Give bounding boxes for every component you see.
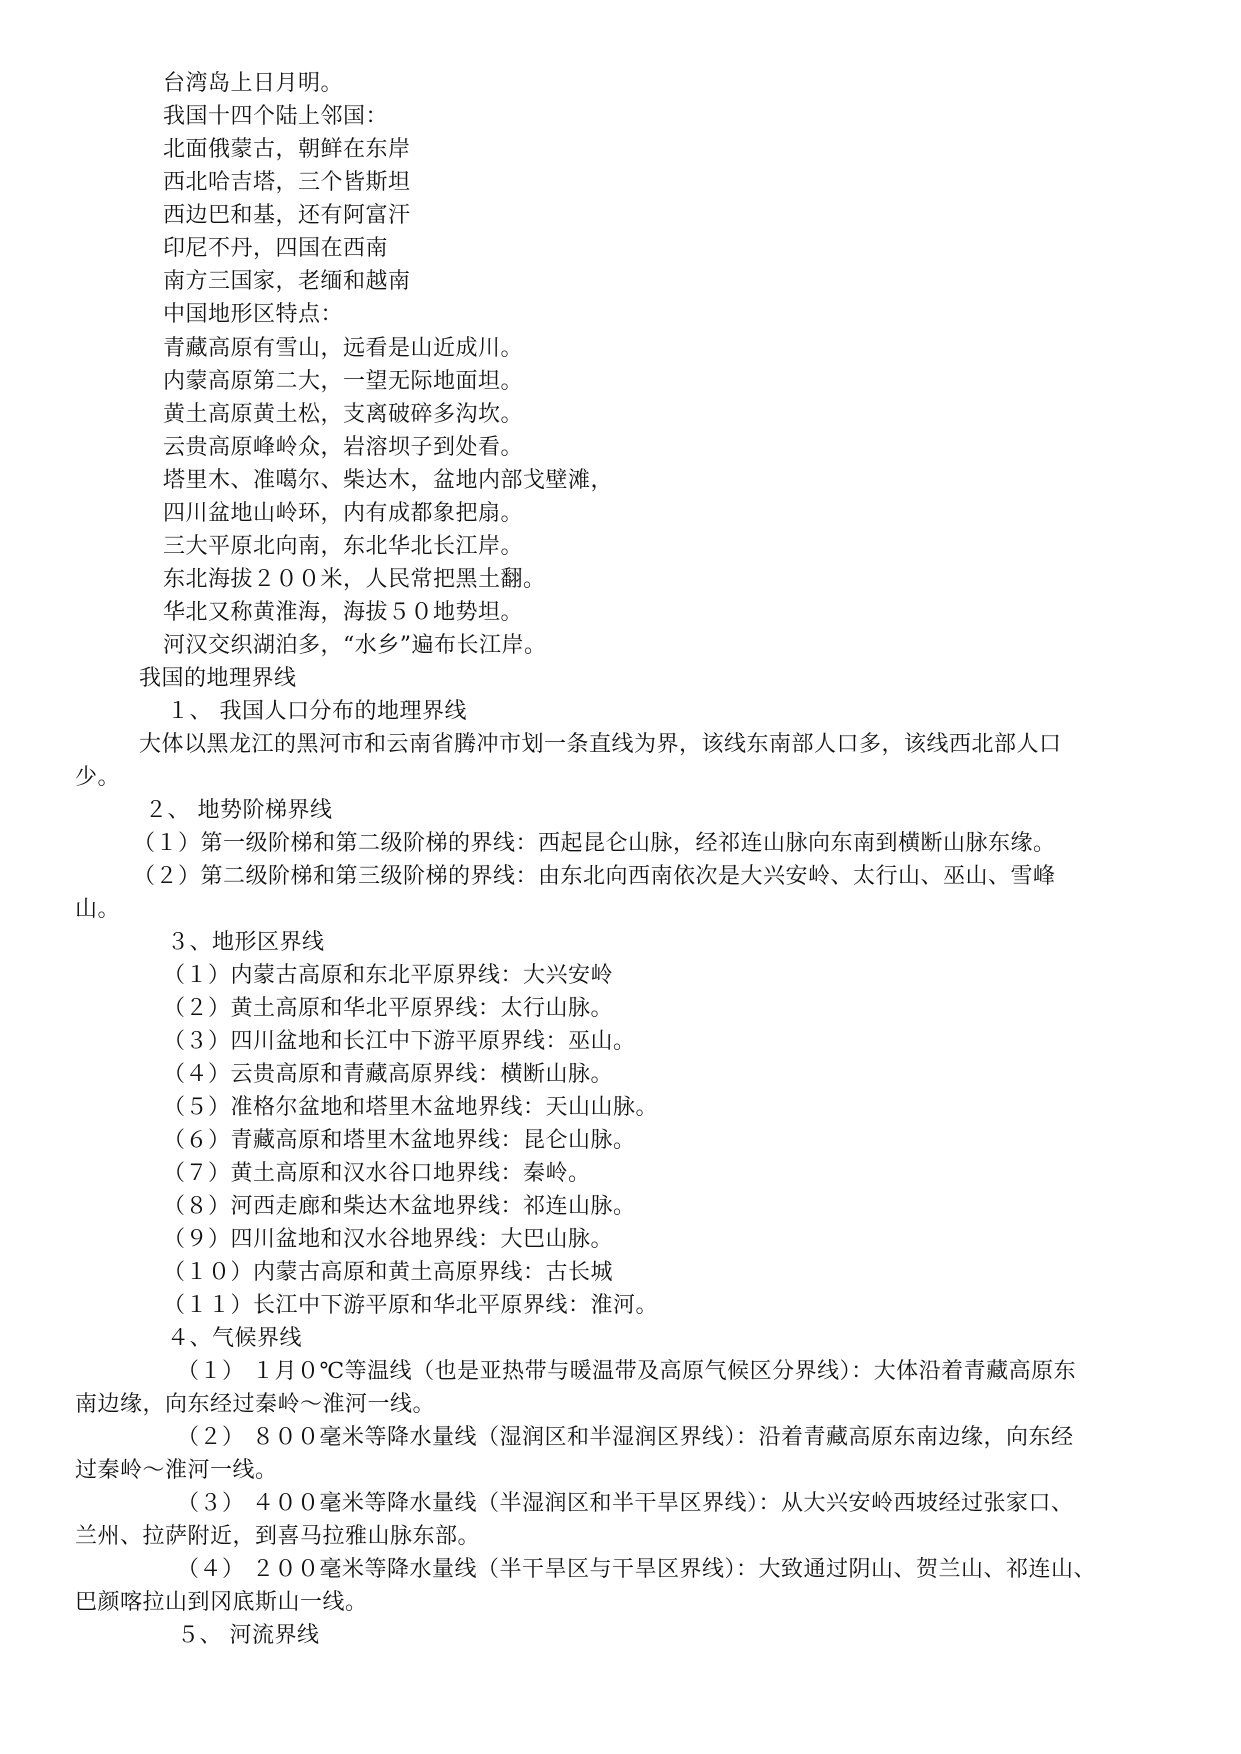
section-1-body: 少。 [75, 765, 121, 790]
section-title: 我国的地理界线 [139, 666, 297, 691]
section-3-item: （２）黄土高原和华北平原界线：太行山脉。 [163, 996, 614, 1021]
section-4-item: （４） ２００毫米等降水量线（半干旱区与干旱区界线）：大致通过阴山、贺兰山、祁连山、 [177, 1557, 1096, 1582]
section-3-item: （１１）长江中下游平原和华北平原界线：淮河。 [163, 1293, 659, 1318]
section-3-item: （８）河西走廊和柴达木盆地界线：祁连山脉。 [163, 1194, 636, 1219]
verse-line: 青藏高原有雪山，远看是山近成川。 [163, 336, 524, 361]
verse-line: 台湾岛上日月明。 [163, 71, 344, 96]
section-3-item: （７）黄土高原和汉水谷口地界线：秦岭。 [163, 1161, 591, 1186]
section-2-item: 山。 [75, 897, 121, 922]
verse-line: 东北海拔２００米，人民常把黑土翻。 [163, 567, 546, 592]
section-4-item: 兰州、拉萨附近，到喜马拉雅山脉东部。 [75, 1524, 481, 1549]
section-4-item: 巴颜喀拉山到冈底斯山一线。 [75, 1590, 368, 1615]
section-3-item: （１）内蒙古高原和东北平原界线：大兴安岭 [163, 963, 614, 988]
section-4-item: （２） ８００毫米等降水量线（湿润区和半湿润区界线）：沿着青藏高原东南边缘，向东经 [177, 1425, 1074, 1450]
section-2-item: （２）第二级阶梯和第三级阶梯的界线：由东北向西南依次是大兴安岭、太行山、巫山、雪峰 [133, 864, 1056, 889]
verse-line: 内蒙高原第二大，一望无际地面坦。 [163, 369, 524, 394]
section-3-heading: ３、地形区界线 [167, 930, 325, 955]
verse-line: 黄土高原黄土松，支离破碎多沟坎。 [163, 402, 524, 427]
verse-line: 南方三国家，老缅和越南 [163, 269, 411, 294]
verse-line: 印尼不丹，四国在西南 [163, 236, 389, 261]
verse-line: 河汉交织湖泊多，“水乡”遍布长江岸。 [163, 633, 547, 658]
verse-line: 三大平原北向南，东北华北长江岸。 [163, 534, 524, 559]
section-4-heading: ４、气候界线 [167, 1326, 303, 1351]
section-3-item: （５）准格尔盆地和塔里木盆地界线：天山山脉。 [163, 1095, 659, 1120]
section-3-item: （４）云贵高原和青藏高原界线：横断山脉。 [163, 1062, 614, 1087]
verse-line: 我国十四个陆上邻国： [163, 104, 389, 129]
verse-line: 西北哈吉塔，三个皆斯坦 [163, 170, 411, 195]
section-5-heading: ５、 河流界线 [177, 1623, 320, 1648]
section-3-item: （３）四川盆地和长江中下游平原界线：巫山。 [163, 1029, 636, 1054]
section-2-heading: ２、 地势阶梯界线 [145, 798, 333, 823]
section-2-item: （１）第一级阶梯和第二级阶梯的界线：西起昆仑山脉，经祁连山脉向东南到横断山脉东缘。 [133, 831, 1056, 856]
section-4-item: （３） ４００毫米等降水量线（半湿润区和半干旱区界线）：从大兴安岭西坡经过张家口、 [177, 1491, 1074, 1516]
verse-line: 中国地形区特点： [163, 302, 344, 327]
verse-line: 北面俄蒙古，朝鲜在东岸 [163, 137, 411, 162]
section-4-item: 南边缘，向东经过秦岭～淮河一线。 [75, 1392, 436, 1417]
section-1-heading: １、 我国人口分布的地理界线 [167, 699, 467, 724]
section-3-item: （９）四川盆地和汉水谷地界线：大巴山脉。 [163, 1227, 614, 1252]
verse-line: 西边巴和基，还有阿富汗 [163, 203, 411, 228]
section-1-body: 大体以黑龙江的黑河市和云南省腾冲市划一条直线为界，该线东南部人口多，该线西北部人口 [139, 732, 1062, 757]
section-4-item: 过秦岭～淮河一线。 [75, 1458, 278, 1483]
verse-line: 云贵高原峰岭众，岩溶坝子到处看。 [163, 435, 524, 460]
verse-line: 华北又称黄淮海，海拔５０地势坦。 [163, 600, 524, 625]
verse-line: 四川盆地山岭环，内有成都象把扇。 [163, 501, 524, 526]
section-4-item: （１） １月０℃等温线（也是亚热带与暖温带及高原气候区分界线）：大体沿着青藏高原东 [177, 1359, 1077, 1384]
section-3-item: （１０）内蒙古高原和黄土高原界线：古长城 [163, 1260, 614, 1285]
section-3-item: （６）青藏高原和塔里木盆地界线：昆仑山脉。 [163, 1128, 636, 1153]
verse-line: 塔里木、准噶尔、柴达木，盆地内部戈壁滩， [163, 468, 614, 493]
